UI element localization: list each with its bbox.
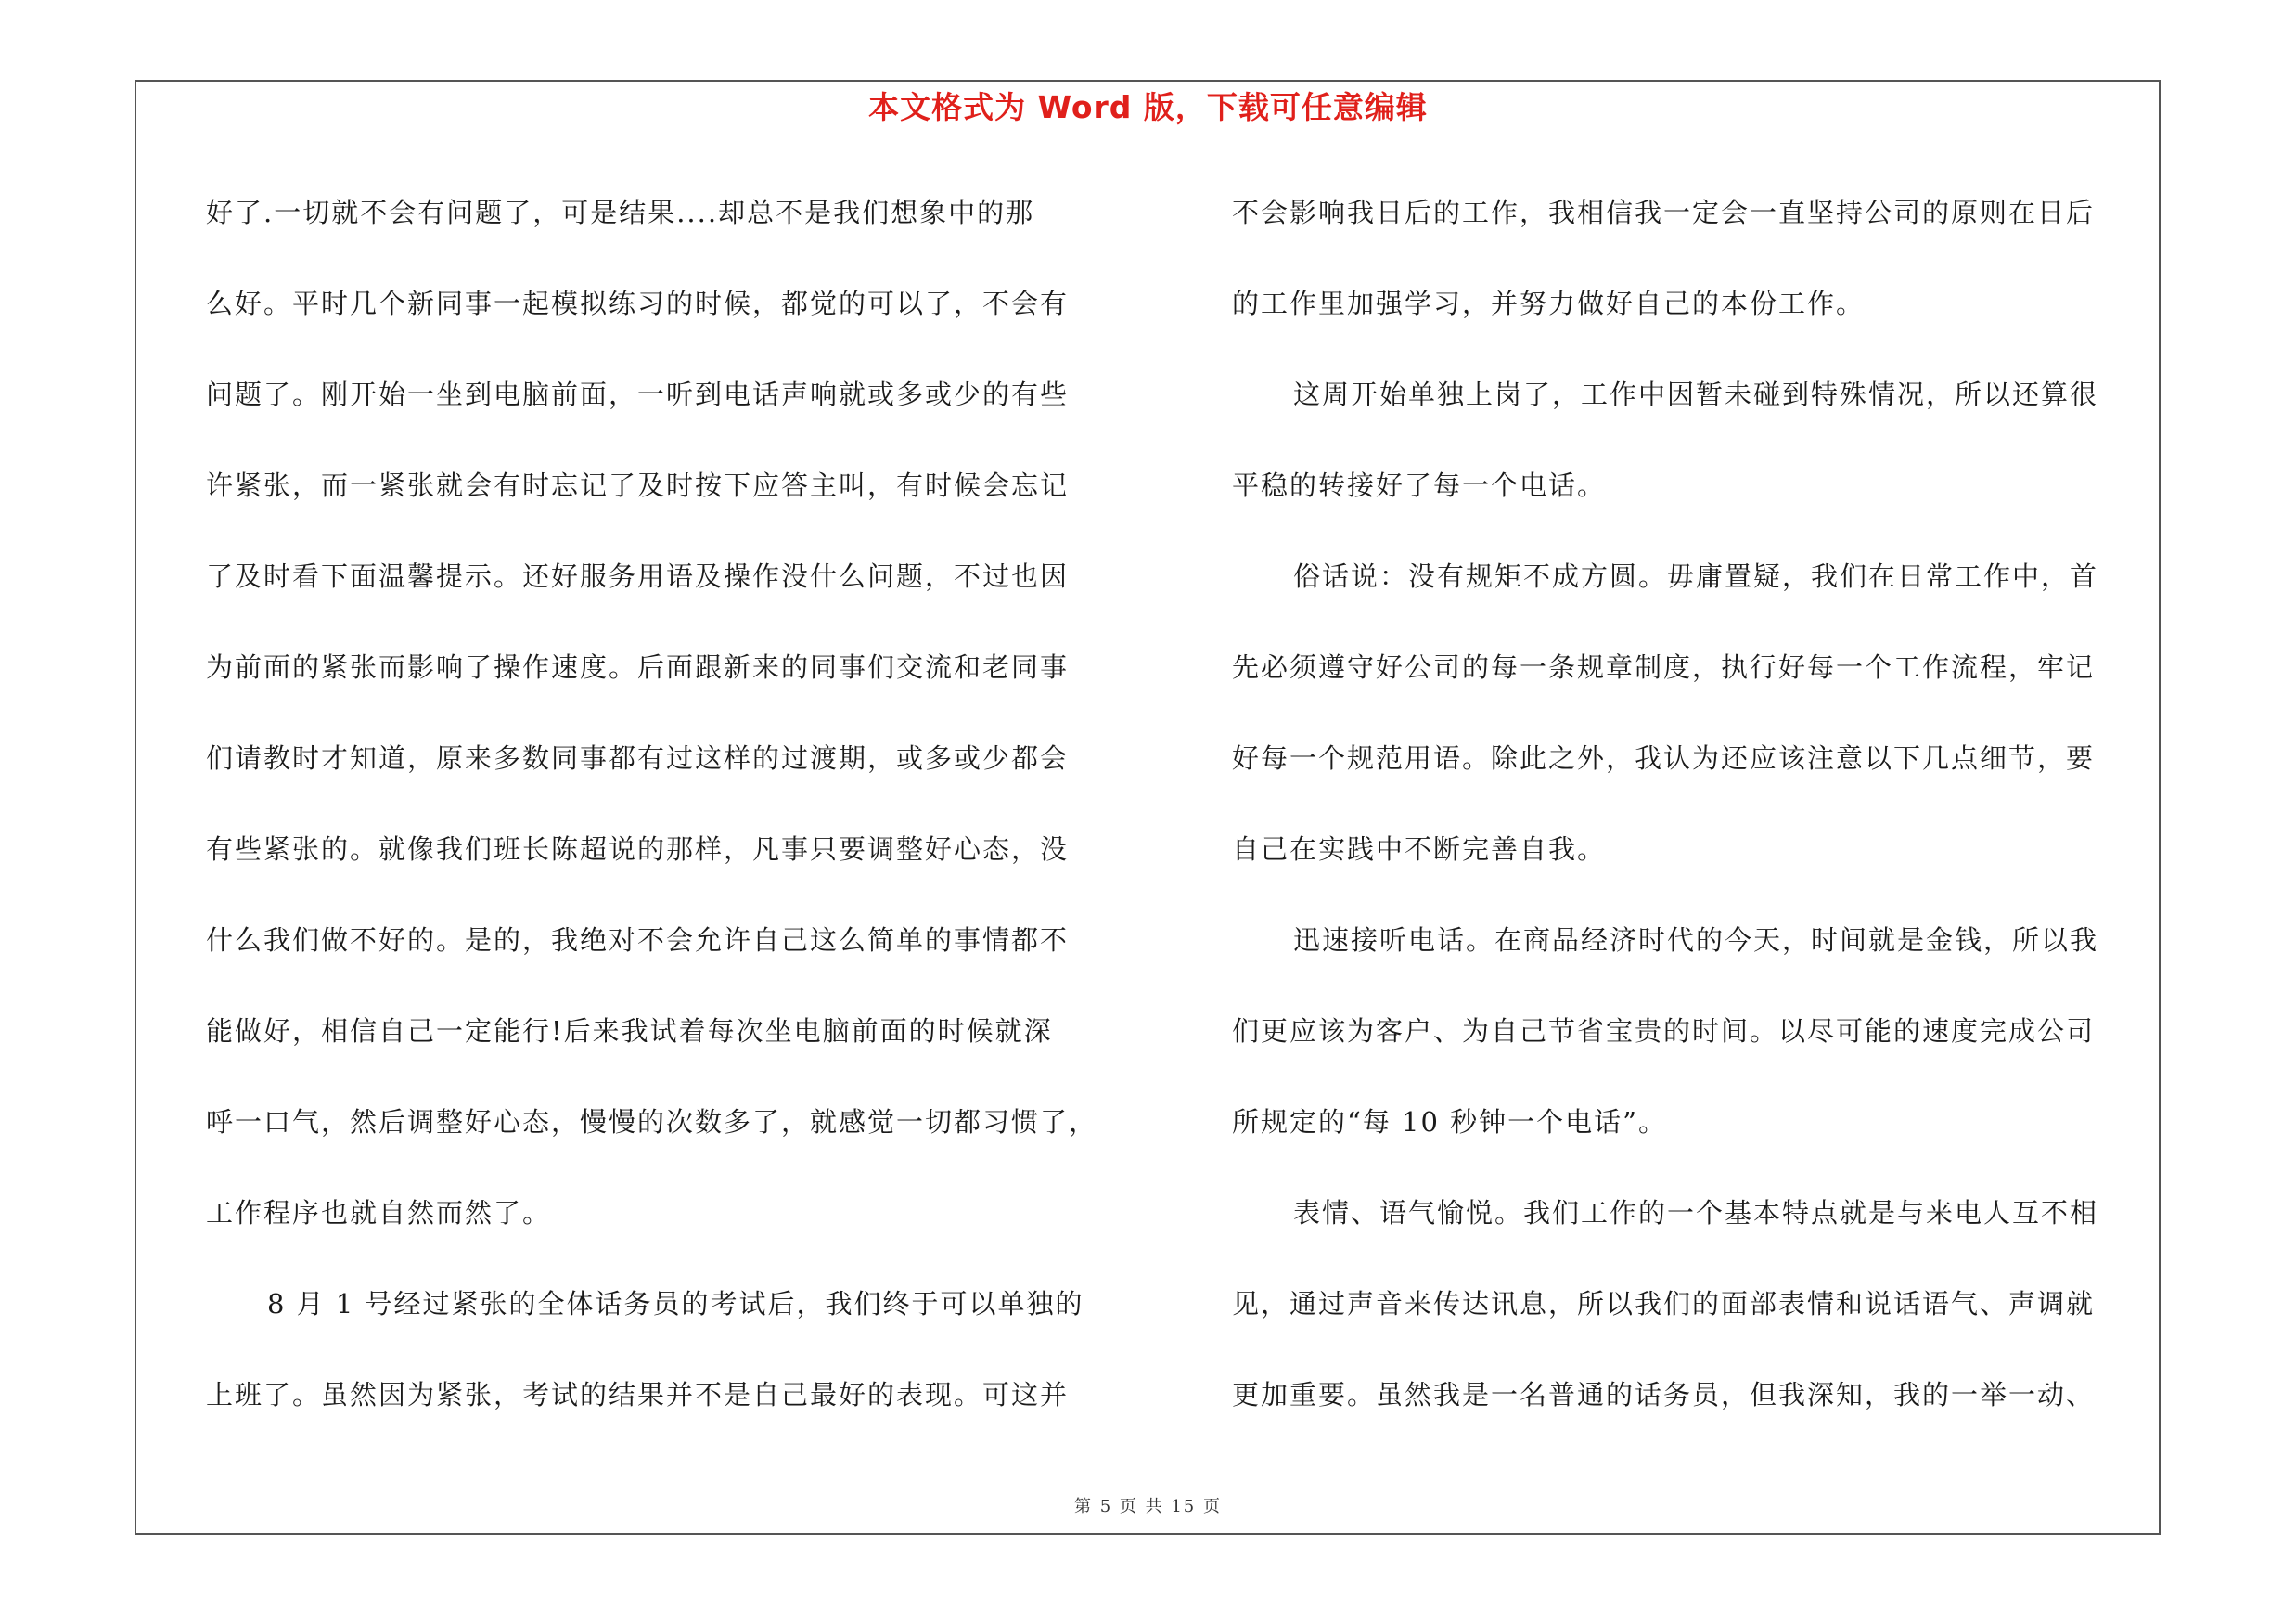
text-line: 8 月 1 号经过紧张的全体话务员的考试后，我们终于可以单独的 — [267, 1288, 1084, 1320]
text-line: 见，通过声音来传达讯息，所以我们的面部表情和说话语气、声调就 — [1232, 1288, 2096, 1320]
text-line: 有些紧张的。就像我们班长陈超说的那样，凡事只要调整好心态，没 — [206, 833, 1070, 865]
text-line: 为前面的紧张而影响了操作速度。后面跟新来的同事们交流和老同事 — [206, 651, 1070, 683]
text-line: 问题了。刚开始一坐到电脑前面，一听到电话声响就或多或少的有些 — [206, 379, 1070, 410]
left-text-column — [206, 182, 1126, 1455]
text-line: 更加重要。虽然我是一名普通的话务员，但我深知，我的一举一动、 — [1232, 1379, 2096, 1410]
text-line: 能做好，相信自己一定能行!后来我试着每次坐电脑前面的时候就深 — [206, 1015, 1053, 1047]
text-line: 了及时看下面温馨提示。还好服务用语及操作没什么问题，不过也因 — [206, 560, 1070, 592]
text-line: 们请教时才知道，原来多数同事都有过这样的过渡期，或多或少都会 — [206, 742, 1070, 774]
text-line: 什么我们做不好的。是的，我绝对不会允许自己这么简单的事情都不 — [206, 924, 1070, 956]
format-banner: 本文格式为 Word 版，下载可任意编辑 — [868, 89, 1428, 125]
text-line: 么好。平时几个新同事一起模拟练习的时候，都觉的可以了，不会有 — [206, 288, 1070, 319]
text-line: 俗话说：没有规矩不成方圆。毋庸置疑，我们在日常工作中，首 — [1293, 560, 2099, 592]
text-line: 工作程序也就自然而然了。 — [206, 1197, 552, 1229]
text-line: 的工作里加强学习，并努力做好自己的本份工作。 — [1232, 288, 1866, 319]
text-line: 许紧张，而一紧张就会有时忘记了及时按下应答主叫，有时候会忘记 — [206, 470, 1070, 501]
text-line: 好每一个规范用语。除此之外，我认为还应该注意以下几点细节，要 — [1232, 742, 2096, 774]
text-line: 不会影响我日后的工作，我相信我一定会一直坚持公司的原则在日后 — [1232, 197, 2096, 228]
text-line: 先必须遵守好公司的每一条规章制度，执行好每一个工作流程，牢记 — [1232, 651, 2096, 683]
text-line: 这周开始单独上岗了，工作中因暂未碰到特殊情况，所以还算很 — [1293, 379, 2099, 410]
text-line: 表情、语气愉悦。我们工作的一个基本特点就是与来电人互不相 — [1293, 1197, 2099, 1229]
right-text-column — [1232, 182, 2152, 1455]
text-line: 呼一口气，然后调整好心态，慢慢的次数多了，就感觉一切都习惯了， — [206, 1106, 1098, 1138]
text-line: 所规定的“每 10 秒钟一个电话”。 — [1232, 1106, 1667, 1138]
page-number-footer: 第 5 页 共 15 页 — [1074, 1497, 1222, 1516]
text-line: 好了.一切就不会有问题了，可是结果....却总不是我们想象中的那 — [206, 197, 1035, 228]
text-line: 们更应该为客户、为自己节省宝贵的时间。以尽可能的速度完成公司 — [1232, 1015, 2096, 1047]
text-line: 自己在实践中不断完善自我。 — [1232, 833, 1607, 865]
text-line: 上班了。虽然因为紧张，考试的结果并不是自己最好的表现。可这并 — [206, 1379, 1070, 1410]
text-line: 迅速接听电话。在商品经济时代的今天，时间就是金钱，所以我 — [1293, 924, 2099, 956]
text-line: 平稳的转接好了每一个电话。 — [1232, 470, 1607, 501]
